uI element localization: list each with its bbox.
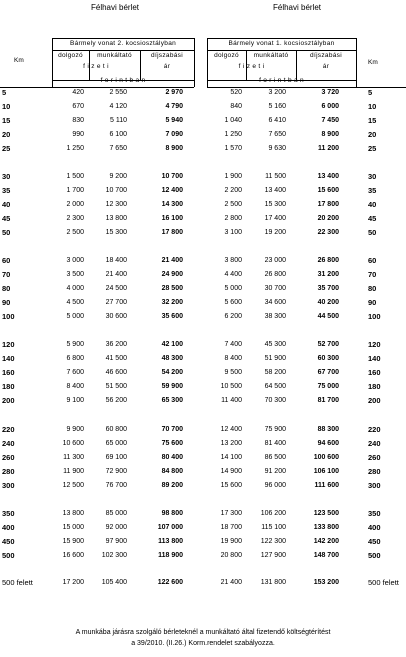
left-dijszabasi-cell: 98 800: [161, 510, 183, 517]
right-dolgozo-cell: 2 200: [224, 187, 242, 194]
left-km-cell: 5: [2, 88, 7, 97]
left-dijszabasi-cell: 75 600: [161, 440, 183, 447]
right-km-cell: 40: [368, 200, 377, 209]
left-dijszabasi-cell: 59 900: [161, 383, 183, 390]
left-dijszabasi-cell: 17 800: [161, 229, 183, 236]
right-dijszabasi-cell: 88 300: [317, 426, 339, 433]
left-km-cell: 60: [2, 256, 11, 265]
left-group-header: Bármely vonat 2. kocsiosztályban: [69, 40, 177, 47]
table-row: [0, 270, 406, 280]
right-km-cell: 25: [368, 144, 377, 153]
left-km-cell: 70: [2, 270, 11, 279]
left-dolgozo-cell: 10 600: [62, 440, 84, 447]
left-dijszabasi-cell: 21 400: [161, 257, 183, 264]
left-dolgozo-cell: 12 500: [62, 482, 84, 489]
right-dolgozo-cell: 5 000: [224, 285, 242, 292]
left-dijszabasi-cell: 2 970: [165, 89, 183, 96]
right-km-cell: 120: [368, 340, 381, 349]
left-dijszabasi-cell: 14 300: [161, 201, 183, 208]
left-dijszabasi-cell: 5 940: [165, 117, 183, 124]
left-km-header: Km: [14, 57, 24, 64]
right-munkaltato-cell: 96 000: [264, 482, 286, 489]
left-km-cell: 350: [2, 509, 15, 518]
left-dolgozo-cell: 1 700: [66, 187, 84, 194]
left-dolgozo-cell: 1 500: [66, 173, 84, 180]
left-title: Félhavi bérlet: [90, 3, 140, 12]
left-dolgozo-cell: 13 800: [62, 510, 84, 517]
left-dijszabasi-cell: 80 400: [161, 454, 183, 461]
table-row: [0, 312, 406, 322]
left-dolgozo-cell: 1 250: [66, 145, 84, 152]
footer-line-2: a 39/2010. (II.26.) Korm.rendelet szabályozza.: [131, 640, 275, 647]
right-dolgozo-cell: 10 500: [220, 383, 242, 390]
right-col-dolgozo: dolgozó: [214, 52, 239, 59]
right-munkaltato-cell: 38 300: [264, 313, 286, 320]
left-km-cell: 80: [2, 284, 11, 293]
table-row: [0, 382, 406, 392]
left-dijszabasi-cell: 35 600: [161, 313, 183, 320]
left-munkaltato-cell: 7 650: [109, 145, 127, 152]
right-km-cell: 280: [368, 467, 381, 476]
left-dolgozo-cell: 830: [72, 117, 84, 124]
right-dijszabasi-cell: 94 600: [317, 440, 339, 447]
left-munkaltato-cell: 30 600: [105, 313, 127, 320]
right-dolgozo-cell: 3 800: [224, 257, 242, 264]
left-dijszabasi-cell: 42 100: [161, 341, 183, 348]
left-km-cell: 140: [2, 354, 15, 363]
left-dolgozo-cell: 9 900: [66, 426, 84, 433]
right-dolgozo-cell: 19 900: [220, 538, 242, 545]
left-munkaltato-cell: 4 120: [109, 103, 127, 110]
right-dijszabasi-cell: 20 200: [317, 215, 339, 222]
left-km-cell: 30: [2, 172, 11, 181]
footer-line-1: A munkába járásra szolgáló bérleteknél a munkáltató által fizetendő költségtérítést: [75, 629, 331, 636]
left-munkaltato-cell: 18 400: [105, 257, 127, 264]
right-dijszabasi-cell: 60 300: [317, 355, 339, 362]
table-row: [0, 228, 406, 238]
right-munkaltato-cell: 106 200: [260, 510, 286, 517]
right-dijszabasi-cell: 75 000: [317, 383, 339, 390]
left-fizeti: f i z e t i: [83, 63, 109, 70]
right-dolgozo-cell: 14 900: [220, 468, 242, 475]
right-col-munkaltato: munkáltató: [253, 52, 289, 59]
left-dijszabasi-cell: 16 100: [161, 215, 183, 222]
left-dolgozo-cell: 420: [72, 89, 84, 96]
left-dolgozo-cell: 2 000: [66, 201, 84, 208]
left-km-cell: 50: [2, 228, 11, 237]
right-km-cell: 500 felett: [368, 578, 399, 587]
table-row: [0, 214, 406, 224]
right-munkaltato-cell: 6 410: [268, 117, 286, 124]
right-dijszabasi-cell: 6 000: [321, 103, 339, 110]
right-dijszabasi-cell: 35 700: [317, 285, 339, 292]
right-munkaltato-cell: 75 900: [264, 426, 286, 433]
left-munkaltato-cell: 41 500: [105, 355, 127, 362]
left-munkaltato-cell: 51 500: [105, 383, 127, 390]
left-munkaltato-cell: 76 700: [105, 482, 127, 489]
left-ar: ár: [163, 63, 171, 70]
left-dijszabasi-cell: 32 200: [161, 299, 183, 306]
left-km-cell: 10: [2, 102, 11, 111]
table-row: [0, 102, 406, 112]
right-munkaltato-cell: 70 300: [264, 397, 286, 404]
right-dijszabasi-cell: 26 800: [317, 257, 339, 264]
right-dolgozo-cell: 21 400: [220, 579, 242, 586]
left-km-cell: 500: [2, 551, 15, 560]
table-row: [0, 172, 406, 182]
right-dolgozo-cell: 20 800: [220, 552, 242, 559]
right-km-cell: 80: [368, 284, 377, 293]
table-row: [0, 256, 406, 266]
left-dijszabasi-cell: 12 400: [161, 187, 183, 194]
left-dolgozo-cell: 11 300: [63, 454, 84, 461]
left-munkaltato-cell: 21 400: [105, 271, 127, 278]
left-km-cell: 260: [2, 453, 15, 462]
left-dolgozo-cell: 5 900: [66, 341, 84, 348]
table-row: [0, 551, 406, 561]
right-km-cell: 260: [368, 453, 381, 462]
left-dijszabasi-cell: 107 000: [157, 524, 183, 531]
left-km-cell: 20: [2, 130, 11, 139]
right-dolgozo-cell: 8 400: [224, 355, 242, 362]
table-row: [0, 186, 406, 196]
left-dolgozo-cell: 4 000: [66, 285, 84, 292]
right-munkaltato-cell: 11 500: [265, 173, 286, 180]
right-km-cell: 350: [368, 509, 381, 518]
left-km-cell: 280: [2, 467, 15, 476]
table-row: [0, 144, 406, 154]
right-unit: f o r i n t b a n: [259, 77, 304, 84]
left-km-cell: 40: [2, 200, 11, 209]
left-dijszabasi-cell: 113 800: [158, 538, 183, 545]
right-dijszabasi-cell: 7 450: [321, 117, 339, 124]
left-dijszabasi-cell: 48 300: [161, 355, 183, 362]
right-fizeti: f i z e t i: [238, 63, 265, 70]
left-col-munkaltato: munkáltató: [97, 52, 132, 59]
right-dijszabasi-cell: 111 600: [314, 482, 339, 489]
left-munkaltato-cell: 36 200: [105, 341, 127, 348]
left-dijszabasi-cell: 122 600: [157, 579, 183, 586]
right-dijszabasi-cell: 142 200: [313, 538, 339, 545]
right-km-cell: 20: [368, 130, 377, 139]
right-km-cell: 450: [368, 537, 381, 546]
right-ar: ár: [322, 63, 330, 70]
left-munkaltato-cell: 15 300: [105, 229, 127, 236]
left-dolgozo-cell: 3 000: [66, 257, 84, 264]
right-dolgozo-cell: 1 250: [224, 131, 242, 138]
right-dolgozo-cell: 5 600: [224, 299, 242, 306]
left-munkaltato-cell: 97 900: [105, 538, 127, 545]
right-dolgozo-cell: 1 040: [224, 117, 242, 124]
right-dolgozo-cell: 12 400: [220, 426, 242, 433]
right-dijszabasi-cell: 100 600: [313, 454, 339, 461]
right-munkaltato-cell: 30 700: [264, 285, 286, 292]
right-dolgozo-cell: 17 300: [220, 510, 242, 517]
left-dolgozo-cell: 4 500: [66, 299, 84, 306]
left-munkaltato-cell: 56 200: [105, 397, 127, 404]
left-dijszabasi-cell: 7 090: [165, 131, 183, 138]
table-row: [0, 425, 406, 435]
left-dolgozo-cell: 5 000: [66, 313, 84, 320]
right-munkaltato-cell: 122 300: [260, 538, 286, 545]
right-munkaltato-cell: 23 000: [264, 257, 286, 264]
left-col-dolgozo: dolgozó: [58, 52, 83, 59]
right-munkaltato-cell: 26 800: [264, 271, 286, 278]
right-km-cell: 30: [368, 172, 377, 181]
left-km-cell: 400: [2, 523, 15, 532]
right-dijszabasi-cell: 40 200: [317, 299, 339, 306]
right-munkaltato-cell: 86 500: [264, 454, 286, 461]
right-dijszabasi-cell: 44 500: [317, 313, 339, 320]
right-dolgozo-cell: 9 500: [224, 369, 242, 376]
left-munkaltato-cell: 46 600: [105, 369, 127, 376]
right-dolgozo-cell: 2 800: [224, 215, 242, 222]
left-dolgozo-cell: 3 500: [66, 271, 84, 278]
left-munkaltato-cell: 65 000: [105, 440, 127, 447]
table-row: [0, 481, 406, 491]
left-munkaltato-cell: 24 500: [105, 285, 127, 292]
right-col-dijszabasi: díjszabási: [310, 52, 342, 59]
right-km-cell: 5: [368, 88, 373, 97]
left-km-cell: 35: [2, 186, 11, 195]
right-dijszabasi-cell: 133 800: [313, 524, 339, 531]
right-munkaltato-cell: 15 300: [264, 201, 286, 208]
left-munkaltato-cell: 72 900: [105, 468, 127, 475]
left-dolgozo-cell: 7 600: [66, 369, 84, 376]
table-row: [0, 88, 406, 98]
table-row: [0, 116, 406, 126]
left-km-cell: 45: [2, 214, 11, 223]
right-group-header: Bármely vonat 1. kocsiosztályban: [228, 40, 335, 47]
left-munkaltato-cell: 92 000: [105, 524, 127, 531]
right-km-cell: 180: [368, 382, 381, 391]
right-km-cell: 100: [368, 312, 381, 321]
right-dolgozo-cell: 13 200: [220, 440, 242, 447]
left-munkaltato-cell: 85 000: [105, 510, 127, 517]
left-dijszabasi-cell: 8 900: [165, 145, 183, 152]
right-munkaltato-cell: 81 400: [264, 440, 286, 447]
left-km-cell: 15: [2, 116, 11, 125]
right-dijszabasi-cell: 15 600: [317, 187, 339, 194]
left-km-cell: 25: [2, 144, 11, 153]
table-row: [0, 298, 406, 308]
left-dijszabasi-cell: 65 300: [161, 397, 183, 404]
left-km-cell: 220: [2, 425, 15, 434]
right-km-cell: 70: [368, 270, 377, 279]
left-dolgozo-cell: 17 200: [62, 579, 84, 586]
right-dijszabasi-cell: 123 500: [313, 510, 339, 517]
right-dijszabasi-cell: 148 700: [313, 552, 339, 559]
left-munkaltato-cell: 9 200: [109, 173, 127, 180]
right-dijszabasi-cell: 81 700: [317, 397, 339, 404]
right-dijszabasi-cell: 8 900: [321, 131, 339, 138]
right-munkaltato-cell: 131 800: [260, 579, 286, 586]
left-dijszabasi-cell: 54 200: [161, 369, 183, 376]
right-dolgozo-cell: 840: [230, 103, 242, 110]
left-dijszabasi-cell: 24 900: [161, 271, 183, 278]
right-dijszabasi-cell: 106 100: [313, 468, 339, 475]
right-km-cell: 160: [368, 368, 381, 377]
left-km-cell: 160: [2, 368, 15, 377]
right-dijszabasi-cell: 3 720: [321, 89, 339, 96]
left-dolgozo-cell: 2 500: [66, 229, 84, 236]
left-dijszabasi-cell: 70 700: [161, 426, 183, 433]
left-unit: f o r i n t b a n: [100, 77, 146, 84]
left-munkaltato-cell: 10 700: [105, 187, 127, 194]
left-munkaltato-cell: 2 550: [109, 89, 127, 96]
table-row: [0, 396, 406, 406]
right-dolgozo-cell: 3 100: [224, 229, 242, 236]
right-km-cell: 200: [368, 396, 381, 405]
right-km-cell: 15: [368, 116, 377, 125]
right-dolgozo-cell: 4 400: [224, 271, 242, 278]
right-munkaltato-cell: 127 900: [260, 552, 286, 559]
table-row: [0, 200, 406, 210]
right-munkaltato-cell: 5 160: [268, 103, 286, 110]
right-km-cell: 90: [368, 298, 377, 307]
table-row: [0, 368, 406, 378]
right-dijszabasi-cell: 67 700: [317, 369, 339, 376]
left-km-cell: 120: [2, 340, 15, 349]
left-dijszabasi-cell: 4 790: [165, 103, 183, 110]
right-dolgozo-cell: 7 400: [224, 341, 242, 348]
table-row: [0, 354, 406, 364]
left-munkaltato-cell: 5 110: [110, 117, 127, 124]
table-row: [0, 439, 406, 449]
table-row: [0, 130, 406, 140]
left-dolgozo-cell: 2 300: [66, 215, 84, 222]
right-km-cell: 220: [368, 425, 381, 434]
left-km-cell: 500 felett: [2, 578, 33, 587]
right-munkaltato-cell: 51 900: [264, 355, 286, 362]
right-title: Félhavi bérlet: [272, 3, 322, 12]
right-km-cell: 10: [368, 102, 377, 111]
left-km-cell: 300: [2, 481, 15, 490]
right-km-header: Km: [368, 59, 378, 66]
right-dijszabasi-cell: 13 400: [317, 173, 339, 180]
right-dolgozo-cell: 18 700: [220, 524, 242, 531]
left-dijszabasi-cell: 84 800: [161, 468, 183, 475]
left-dolgozo-cell: 9 100: [66, 397, 84, 404]
table-row: [0, 467, 406, 477]
left-km-cell: 180: [2, 382, 15, 391]
right-km-cell: 60: [368, 256, 377, 265]
left-munkaltato-cell: 13 800: [105, 215, 127, 222]
left-munkaltato-cell: 12 300: [105, 201, 127, 208]
left-dolgozo-cell: 11 900: [63, 468, 84, 475]
right-km-cell: 45: [368, 214, 377, 223]
left-dolgozo-cell: 15 900: [62, 538, 84, 545]
right-dolgozo-cell: 11 400: [221, 397, 242, 404]
right-dolgozo-cell: 1 570: [224, 145, 242, 152]
right-munkaltato-cell: 17 400: [264, 215, 286, 222]
right-km-cell: 240: [368, 439, 381, 448]
left-dijszabasi-cell: 28 500: [161, 285, 183, 292]
right-munkaltato-cell: 45 300: [264, 341, 286, 348]
right-munkaltato-cell: 91 200: [264, 468, 286, 475]
left-km-cell: 200: [2, 396, 15, 405]
table-row: [0, 453, 406, 463]
left-col-dijszabasi: díjszabási: [151, 52, 183, 59]
right-munkaltato-cell: 58 200: [264, 369, 286, 376]
left-dolgozo-cell: 990: [72, 131, 84, 138]
left-dijszabasi-cell: 10 700: [161, 173, 183, 180]
table-row: [0, 509, 406, 519]
right-km-cell: 400: [368, 523, 381, 532]
right-munkaltato-cell: 9 630: [268, 145, 286, 152]
right-dolgozo-cell: 520: [230, 89, 242, 96]
right-dijszabasi-cell: 31 200: [317, 271, 339, 278]
right-dijszabasi-cell: 22 300: [317, 229, 339, 236]
right-munkaltato-cell: 3 200: [268, 89, 286, 96]
right-dolgozo-cell: 15 600: [220, 482, 242, 489]
left-dolgozo-cell: 15 000: [62, 524, 84, 531]
table-row: [0, 523, 406, 533]
right-dolgozo-cell: 6 200: [224, 313, 242, 320]
left-km-cell: 100: [2, 312, 15, 321]
table-row: [0, 578, 406, 588]
left-dijszabasi-cell: 89 200: [161, 482, 183, 489]
left-munkaltato-cell: 69 100: [105, 454, 127, 461]
left-munkaltato-cell: 105 400: [101, 579, 127, 586]
right-dolgozo-cell: 1 900: [224, 173, 242, 180]
left-dijszabasi-cell: 118 900: [158, 552, 183, 559]
table-row: [0, 284, 406, 294]
left-km-cell: 240: [2, 439, 15, 448]
left-munkaltato-cell: 60 800: [105, 426, 127, 433]
left-munkaltato-cell: 27 700: [105, 299, 127, 306]
right-munkaltato-cell: 34 600: [264, 299, 286, 306]
right-km-cell: 35: [368, 186, 377, 195]
right-dolgozo-cell: 2 500: [224, 201, 242, 208]
right-dijszabasi-cell: 17 800: [317, 201, 339, 208]
left-km-cell: 450: [2, 537, 15, 546]
left-munkaltato-cell: 102 300: [101, 552, 127, 559]
right-dijszabasi-cell: 52 700: [317, 341, 339, 348]
right-km-cell: 300: [368, 481, 381, 490]
table-row: [0, 537, 406, 547]
right-dolgozo-cell: 14 100: [220, 454, 242, 461]
left-km-cell: 90: [2, 298, 11, 307]
right-munkaltato-cell: 7 650: [268, 131, 286, 138]
right-km-cell: 140: [368, 354, 381, 363]
right-munkaltato-cell: 115 100: [261, 524, 286, 531]
table-row: [0, 340, 406, 350]
right-dijszabasi-cell: 153 200: [313, 579, 339, 586]
right-munkaltato-cell: 19 200: [264, 229, 286, 236]
right-dijszabasi-cell: 11 200: [317, 145, 339, 152]
left-dolgozo-cell: 6 800: [66, 355, 84, 362]
right-munkaltato-cell: 13 400: [264, 187, 286, 194]
left-dolgozo-cell: 16 600: [62, 552, 84, 559]
right-km-cell: 500: [368, 551, 381, 560]
left-munkaltato-cell: 6 100: [109, 131, 127, 138]
right-km-cell: 50: [368, 228, 377, 237]
right-munkaltato-cell: 64 500: [264, 383, 286, 390]
left-dolgozo-cell: 670: [72, 103, 84, 110]
left-dolgozo-cell: 8 400: [66, 383, 84, 390]
